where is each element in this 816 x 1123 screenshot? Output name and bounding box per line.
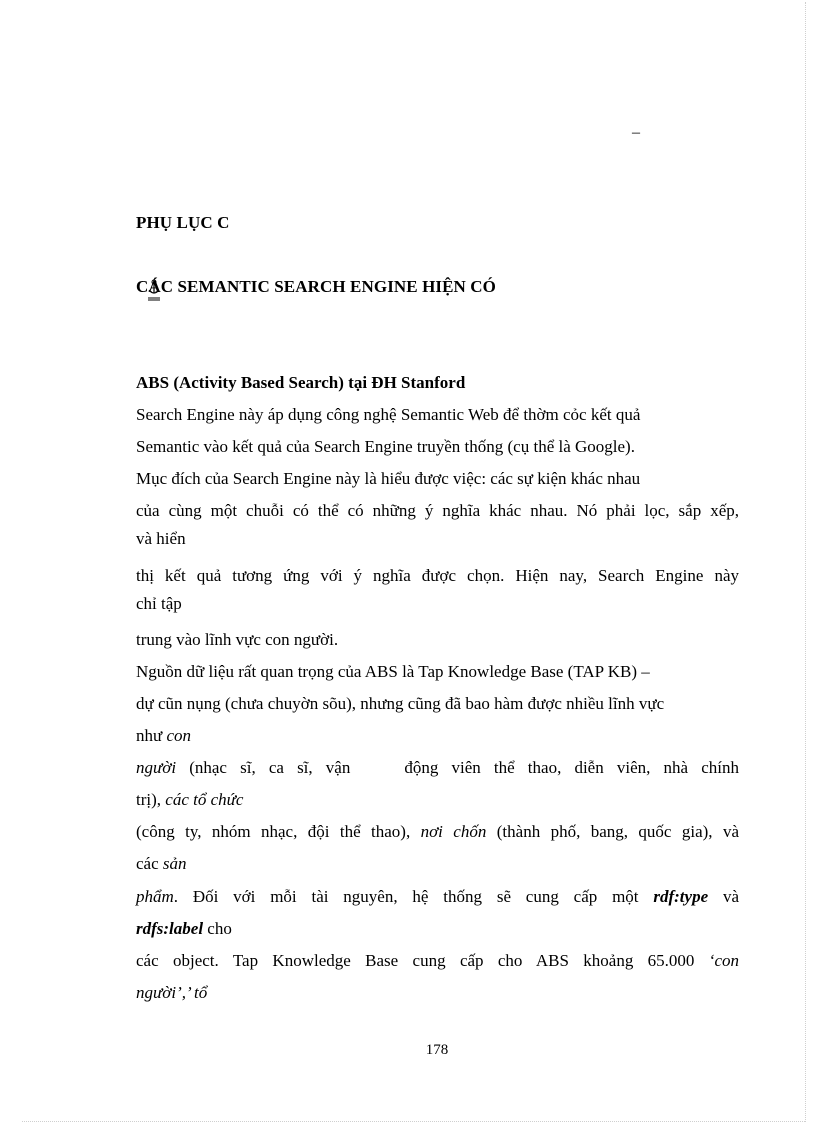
paragraph-line: Search Engine này áp dụng công nghệ Semantic Web để thờm cỏc kết quả <box>136 405 641 424</box>
paragraph-line: các object. Tap Knowledge Base cung cấp cho ABS khoảng 65.000 ‘con <box>136 951 739 970</box>
paragraph-line: của cùng một chuỗi có thể có những ý nghĩa khác nhau. Nó phải lọc, sắp xếp, <box>136 501 739 520</box>
appendix-heading: PHỤ LỤC C <box>136 213 230 232</box>
paragraph-line: và hiển <box>136 529 186 548</box>
page-number: 178 <box>425 1042 449 1058</box>
paragraph-line: thị kết quả tương ứng với ý nghĩa được chọn. Hiện nay, Search Engine này <box>136 566 739 585</box>
paragraph-line: (công ty, nhóm nhạc, đội thể thao), nơi chốn (thành phố, bang, quốc gia), và <box>136 822 740 841</box>
page-margin-guide <box>22 1121 805 1122</box>
section-title: ABS (Activity Based Search) tại ĐH Stanford <box>136 373 466 392</box>
paragraph-line: rdfs:label cho <box>136 919 232 938</box>
paragraph-line: chỉ tập <box>136 594 182 613</box>
paragraph-line: Mục đích của Search Engine này là hiểu được việc: các sự kiện khác nhau <box>136 469 641 488</box>
paragraph-line: các sản <box>136 854 187 873</box>
paragraph-line: người (nhạc sĩ, ca sĩ, vận động viên thể thao, diễn viên, nhà chính <box>136 758 739 777</box>
paragraph-line: như con <box>136 726 192 745</box>
paragraph-line: trung vào lĩnh vực con người. <box>136 630 339 649</box>
anchor-icon <box>147 278 161 302</box>
page-margin-guide <box>805 2 806 1122</box>
paragraph-line: trị), các tổ chức <box>136 790 244 809</box>
paragraph-line: Semantic vào kết quả của Search Engine truyền thống (cụ thể là Google). <box>136 437 635 456</box>
chapter-title: CÁC SEMANTIC SEARCH ENGINE HIỆN CÓ <box>136 277 496 296</box>
paragraph-line: Nguồn dữ liệu rất quan trọng của ABS là Tap Knowledge Base (TAP KB) – <box>136 662 650 681</box>
paragraph-line: dự cũn nụng (chưa chuyờn sõu), nhưng cũng đã bao hàm được nhiều lĩnh vực <box>136 694 665 713</box>
stray-dash: – <box>632 124 640 141</box>
paragraph-line: người’,’ tổ <box>136 983 208 1002</box>
paragraph-line: phẩm. Đối với mỗi tài nguyên, hệ thống sẽ cung cấp một rdf:type và <box>136 887 739 906</box>
